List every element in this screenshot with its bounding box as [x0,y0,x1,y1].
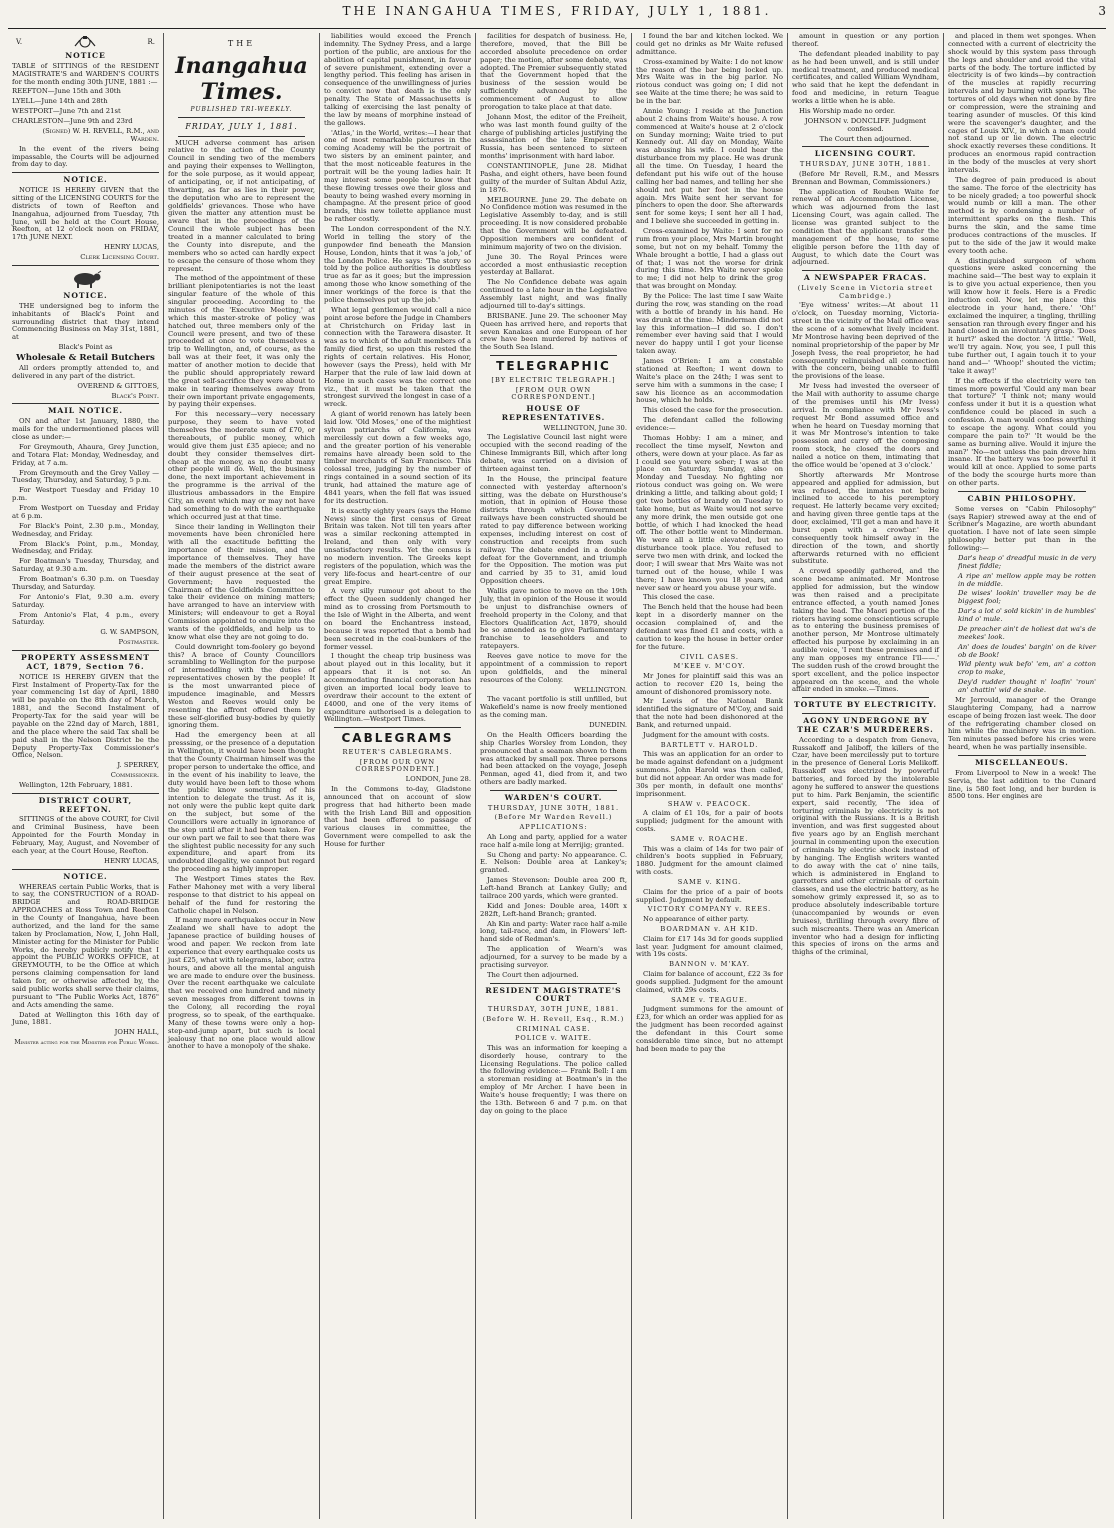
editorial-paragraph: The method of the appointment of these brilliant plenipotentiaries is not the least singular feature of the whole of this singular proceeding. According to the minutes of the 'Executive Meeting,' at which this master-stroke of policy was hatched out, three members only of the Council were present, and two of these proceeded at once to vote themselves a trip to Wellington, and, of course, as the ball was at their feet, it was only the matter of another motion to decide that the public should appropriately reward the great self-sacrifice they were about to make in tearing themselves away from their own important private engagements, by paying their expenses. [168,274,315,409]
notice-text: TABLE of SITTINGS of the RESIDENT MAGISTRATE'S and WARDEN'S COURTS for the month ending 30th JUNE, 1881 :— [12,61,159,86]
public-works-text: WHEREAS certain Public Works, that is to say, the CONSTRUCTION of a ROAD-BRIDGE and ROAD-BRIDGE APPROACHES at Ross Town and Reefton in the County of Inangahua, have been authorized, and the land for the same taken by Proclamation, Now, I, John Hall, Minister acting for the Minister for Public Works, do hereby publicly notify that I appoint the PUBLIC WORKS OFFICE, at GREYMOUTH, to be the Office at which persons claiming compensation for land taken for, or otherwise affected by, the said public works shall serve their claims, pursuant to "The Public Works Act, 1876" and Acts amending the same. [12,882,159,1009]
dateline: LONDON, June 28. [405,775,471,784]
news-paragraph: A very silly rumour got about to the effect the Queen suddenly changed her mind as to crossing from Portsmouth to the Isle of Wight in the Alberta, and went on board the Enchantress instead, because it was reported that a bomb had been secreted in the coal-bunkers of the former vessel. [324,587,471,651]
court-paragraph: His Worship made no order. [799,106,896,115]
house-paragraph: The Legislative Council last night were occupied with the second reading of the Chinese Immigrants Bill, which after long debate, was carried on a division of thirteen against ten. [480,433,627,473]
court-paragraph: Cross-examined by Waite: I do not know the reason of the bar being locked up. Mrs Waite was in the big parlor. No riotous conduct was going on; I did not see Waite at the time there; he was said to be in the bar. [636,57,783,105]
mail-item: From Westport on Tuesday and Friday at 6 p.m. [12,504,159,520]
dateline: DUNEDIN. [589,721,627,730]
cablegram-text: BRISBANE. June 29. The schooner May Queen has arrived here, and reports that seven Kanakas and one European of her crew have been murdered by natives of the South Sea Island. [480,311,627,352]
issue-date: FRIDAY, JULY 1, 1881. [185,122,298,132]
wardens-court-heading: WARDEN'S COURT. [504,793,603,803]
court-applications-label: APPLICATIONS: [519,823,588,832]
column-1 [8,33,164,1519]
article-paragraph: Shortly afterwards Mr Montrose appeared and applied for admission, but was refused, the inmates not being inclined to accede to his peremptory request. He latterly became very excited; and having given three gentle taps at the door, exclaimed, 'I'll get a man and have it burst open with a crowbar.' He consequently took himself away in the direction of the town, and shortly afterwards returned with no efficient substitute. [792,470,939,566]
fracas-heading: A NEWSPAPER FRACAS. [803,273,928,283]
court-paragraph: By the Police: The last time I saw Waite during the row, was standing on the road with a bottle of brandy in his hand. He was drunk at the time. Minderman did not lay this information—I did so. I don't remember ever having said that I would never do happy until I got your license taken away. [636,292,783,356]
article-paragraph: From Liverpool to New in a week! The Servia, the last addition to the Cunard line, is 580 feet long, and her burden is 8500 tons. Her engines are [948,768,1096,801]
court-paragraph: This was an application for an order to be made against defendant on a judgment summons. John Harold was then called, but did not appear. An order was made for 30s per month, in default one months' imprisonment. [636,750,783,798]
cablegram-text: MELBOURNE. June 29. The debate on No Confidence motion was resumed in the Legislative Assembly to-day, and is still proceeding. It is now considered probable that the Government will be defeated. Opposition members are confident of minimum majority of two on the division. [480,195,627,251]
court-paragraph: The defendant pleaded inability to pay as he had been unwell, and is still under medical treatment, and produced medical certificates, and called William Wyndham, who said that he kept the defendant in food and medicine, in return Teague works a little when he is able. [792,49,939,105]
news-paragraph: The Westport Times states the Rev. Father Mahoney met with a very liberal response to that district to his appeal on behalf of the fund for restoring the Catholic chapel in Nelson. [168,875,315,915]
mail-item: For Antonio's Flat, 9.30 a.m. every Saturday. [12,592,159,609]
article-paragraph: Some verses on "Cabin Philosophy" (says Rapier) strewed away at the end of Scribner's Magazine, are worth abundant quotation. I have not of late seen simple philosophy better put than in the following:— [948,504,1096,553]
editorial-paragraph: Could downright tom-foolery go beyond this? A brace of County Councillors scrambling to Wellington for the purpose of intermeddling with the duties of representatives chosen by the people! It is the most unwarranted piece of impudence imaginable, and Messrs Weston and Reeves would only be resenting the affront offered them by these self-glorified busy-bodies by quietly ignoring them. [168,642,315,730]
court-paragraph: This was an information for keeping a disorderly house, contrary to the Licensing Regulations. The police called the following evidence:— Frank Bell: I am a storeman residing at Boatman's in the employ of Mr Archer. I have been in Waite's house frequently; I was there on the 13th. Between 6 and 7 p.m. on that day on going to the place [480,1043,627,1115]
notice-signature: Commissioner. [110,771,159,780]
court-before: (Before Mr Revell, R.M., and Messrs Brennan and Bowman, Commissioners.) [792,169,939,186]
news-paragraph: What legal gentlemen would call a nice point arose before the Judge in Chambers at Christchurch on Friday last in connection with the Tarawera disaster. It was as to which of the adult members of a family died first, so upon this rested the rights of certain relatives. His Honor, however (says the Press), held with Mr Harper that the rule of law laid down at Home in such cases was the correct one viz., that it must be taken that the strongest survived the longest in case of a wreck. [324,305,471,409]
court-paragraph: Mr Lewis of the National Bank identified the signature of M'Coy, and said that the note had been dishonored at the Bank, and returned unpaid. [636,697,783,730]
article-paragraph: Mr Ivess had invested the overseer of the Mail with authority to assume charge of the premises until his (Mr Ivess) arrival. In compliance with Mr Ivess's request Mr Bond assumed office and when he heard on Tuesday morning that it was Mr Montrose's intention to take possession and carry off the composing room stock, he closed the doors and nailed a notice on them, intimating that the office would be 'opened at 3 o'clock.' [792,382,939,469]
notice-signature: Postmaster. [118,638,159,647]
court-before: (Before Mr Warden Revell.) [494,813,613,822]
mail-item: For Boatman's Tuesday, Thursday, and Saturday, at 9.30 a.m. [12,557,159,574]
court-before: (Before W. H. Revell, Esq., R.M.) [482,1014,625,1023]
publication-frequency: PUBLISHED TRI-WEEKLY. [190,106,293,114]
court-paragraph: The application of Reuben Waite for renewal of an Accommodation License, which was adjourned from the last Licensing Court, was again called. The license was granted subject to the condition that the applicant transfer the management of the house, to some eligible person before the 11th day of August, to which date the Court was adjourned. [792,187,939,267]
news-paragraph: The London correspondent of the N.Y. World in telling the story of the gunpowder find beneath the Mansion House, London, hints that it was 'a job,' of the London Police. He says: 'The story so told by the police authorities is doubtless true as far as it goes; but the impression among those who know something of the inner workings of the force is that the police themselves put up the job.' [324,225,471,304]
masthead-title: THE INANGAHUA TIMES, FRIDAY, JULY 1, 1881. [342,4,772,18]
column-7 [944,33,1100,1519]
notice-text: All orders promptly attended to, and delivered in any part of the district. [12,363,159,380]
notice-signature: Minister acting for the Minister for Public Works. [14,1039,159,1047]
court-paragraph: James Stevenson: Double area 200 ft, Left-hand Branch at Lankey Gully; and tailrace 200 yards, which were granted. [480,876,627,900]
mail-item: From Boatman's 6.30 p.m. on Tuesday Thursday, and Saturday. [12,575,159,591]
court-date: THURSDAY, 30TH JUNE, 1881. [487,1005,620,1014]
news-paragraph: I thought the cheap trip business was about played out in this locality, but it appears that it is not so. An accommodating financial corporation has given an imported local body leave to overdraw their account to the extent of £4000, and one of the very items of expenditure authorised is a delegation to Wellington.—Westport Times. [324,652,471,724]
cablegram-text: facilities for despatch of business. He, therefore, moved, that the Bill be accorded absolute precedence on order paper; the motion, after some debate, was adopted. The Premier subsequently stated that the Government hoped that the business of the session would be sufficiently advanced by the commencement of August to allow prorogation to take place at that date. [480,33,627,111]
house-heading: HOUSE OF REPRESENTATIVES. [501,403,606,422]
royal-crest-header [16,35,155,49]
court-paragraph: The Court then adjourned. [819,134,912,143]
house-paragraph: Wallis gave notice to move on the 19th July, that in opinion of the House it would be unjust to disfranchise owners of freehold property in the Colony, and that Electors Qualification Act, 1879, should be so amended as to give Parliamentary franchise to leaseholders and to ratepayers. [480,587,627,651]
cablegrams-heading: CABLEGRAMS [341,731,454,746]
court-paragraph: Claim for the price of a pair of boots supplied. Judgment by default. [636,887,783,904]
notice-signature: HENRY LUCAS, [104,243,159,252]
court-paragraph: This closed the case for the prosecution. [643,406,783,415]
notice-text: NOTICE IS HEREBY GIVEN that the sitting of the LICENSING COURTS for the districts of town of Reefton and Inangahua, adjourned from Tuesday, 7th June, will be held at the Court House, Reefton, at 12 o'clock noon on FRIDAY, 17th JUNE NEXT. [12,186,159,242]
column-5 [632,33,788,1519]
notice-signature: OVEREND & GITTOES, [77,381,159,390]
royal-crest-icon [72,35,98,49]
district-court-heading: DISTRICT COURT, REEFTON. [38,795,133,814]
court-paragraph: No appearance of either party. [643,915,749,924]
notice-signature: Clerk Licensing Court. [80,253,159,262]
miscellaneous-heading: MISCELLANEOUS. [975,758,1069,768]
verse-line: An' does de loudes' bargin' on de kiver ob de Book! [958,642,1096,659]
news-paragraph: A giant of world renown has lately been laid low. 'Old Moses,' one of the mightiest sylvan patriarchs of California, was mercilessly cut down a few weeks ago, and the greater portion of his venerable remains have already been sold to the timber merchants of San Francisco. This colossal tree, judging by the number of rings contained in a sound section of its trunk, had attained the mature age of 4841 years, when the fell flat was issued for its destruction. [324,410,471,505]
sitting-item: WESTPORT—June 7th and 21st [12,107,121,116]
mail-item: For Westport Tuesday and Friday 10 p.m. [12,486,159,503]
court-date: THURSDAY, JUNE 30TH, 1881. [487,803,620,812]
court-paragraph: The Court then adjourned. [487,970,579,979]
correspondent-note: [FROM OUR OWN CORRESPONDENT.] [511,385,596,402]
article-paragraph: If the effects if the electricity were ten times more powerful 'Could any man bear that torture?' 'I think not; many would confess under it but it is a question what confidence could be placed in such a confession. A man would confess anything to escape the agony. What could you compare the pain to?' 'It would be the same as burning alive. Would it injure the man?' 'No—not unless the pain drove him insane. If the battery was too powerful it would kill at once. Applied to some parts of the body the scourge hurts more than on other parts. [948,376,1096,487]
case-parties: BANNON v. M'KAY. [669,960,750,969]
court-paragraph: Mr Jones for plaintiff said this was an action to recover £20 1s, being the amount of dishonored promissory note. [636,671,783,696]
court-paragraph: Kidd and Jones: Double area, 140ft x 282ft, Left-hand Branch; granted. [480,901,627,918]
notice-signature: J. SPERREY, [117,761,159,770]
article-paragraph: and placed in them wet sponges. When connected with a current of electricity the shock would by this system pass through the legs and shoulder and avoid the vital parts of the body. The torture inflicted by electricity is of two kinds—by contraction of the muscles at rapidly recurring intervals and by burning with sparks. The tortures of old days when not done by fire or compression, were the straining and tearing asunder of muscles. Of this kind were the scavenger's daughter, and the cages of Louis XIV., in which a man could not stand up or lie down. The electric shock exactly reverses these conditions. It produces an enormous rapid contraction in the body of the muscles at very short intervals. [948,33,1096,174]
article-paragraph: The degree of pain produced is about the same. The force of the electricity has to be nicely graded; a too powerful shock would numb or kill a man. The other method is by condensing a number of intermittent sparks on the flesh. This burns the skin, and the same time produces contractions of the muscles. If put to the side of the jaw it would make every tooth ache. [948,175,1096,255]
cabin-philosophy-heading: CABIN PHILOSOPHY. [967,493,1077,503]
paper-name: Inangahua Times. [175,53,308,105]
house-paragraph: In the House, the principal feature connected with yesterday afternoon's sitting, was the debate on Hursthouse's motion, that in opinion of House those districts through which Government railways have been constructed should be rated to pay difference between working expenses, including interest on cost of construction and receipts from such railway. The debate ended in a double defeat for the Government, and triumph for the Opposition. The motion was put and carried by 35 to 31, amid loud Opposition cheers. [480,474,627,586]
article-paragraph: A distinguished surgeon of whom questions were asked concerning the machine said—'The best way to explain it is to give you actual experience, then you will know how it feels. Here is a Fredic induction coil. Now, let me place this electrode in your hand, there.' 'Oh!' exclaimed the inquirer, a tingling, thrilling sensation ran through every finger and his hand closed in an involuntary grasp. 'Does it hurt?' asked the doctor. 'A little.' 'Well, we'll try again. Now, you see, I pull this tube further out, I again touch it to your hand and—' 'Whoop!' shouted the victim; 'take it away!' [948,256,1096,375]
cablegram-text: June 30. The Royal Princes were accorded a most enthusiastic reception yesterday at Ballarat. [480,252,627,277]
court-paragraph: James O'Brien: I am a constable stationed at Reefton; I went down to Waite's place on the 24th; I was sent to serve him with a summons in the case; I saw his licence as an accommodation house, which he holds. [636,357,783,405]
news-paragraph: If many more earthquakes occur in New Zealand we shall have to adopt the Japanese practice of building houses of wood and paper. We reckon from late experience that every earthquake costs us just £25, what with telegrams, labor, extra hours, and above all the mental anguish we are made to endure over the business. Over the recent earthquake we calculate that we received one hundred and ninety seven messages from different towns in the Colony, all recording the royal progress, so to speak, of the earthquake. Many of these towns were only a hop-step-and-jump apart, but such is local jealousy that no one place would allow another to have a monopoly of the shake. [168,916,315,1051]
court-paragraph: Ah Kin and party: Water race half a-mile long, tail-race, and dam, in Flowers' left-hand side of Redman's. [480,919,627,944]
case-parties: SAME v. ROACHE. [670,834,749,843]
notice-signature: HENRY LUCAS, [104,856,159,865]
verse-line: Dar's a lot o' sold kickin' in de humbles' kind o' mule. [958,607,1096,624]
article-paragraph: A crowd speedily gathered, and the scene became animated. Mr Montrose applied for admission, but the window was then raised and a precipitate entrance effected, a youth named Jones taking the lead. The Maori portion of the rioters having some conscientious scruple as to entering the business premises of another person, Mr Montrose ultimately effected his purpose by exclaiming in an audible voice, 'I rent these premises and if any man opposes my entrance I'll——.' The sudden rush of the crowd brought the sport excellent, and the police inspector appeared on the scene, and the whole affair ended in smoke.—Times. [792,567,940,694]
column-2 [164,33,320,1519]
case-parties: SAME v. KING. [677,878,742,887]
property-act-text: NOTICE IS HEREBY GIVEN that the First Instalment of Property-Tax for the year commencing 1st day of April, 1880 will be payable on the 8th day of March, 1881, and the Second Instalment of Property-Tax for the said year will be payable on the 22nd day of March, 1881, and the place where the said Tax shall be paid shall in the Nelson District be the Deputy Property-Tax Commissioner's Office, Nelson. [12,672,159,760]
sitting-item: CHARLESTON—June 9th and 23rd [12,117,133,126]
masthead [8,4,1106,29]
agony-heading: AGONY UNDERGONE BY THE CZAR'S MURDERERS. [797,716,934,734]
crest-letter-r: R. [147,37,155,46]
court-paragraph: Su Chong and party: No appearance. C. E. Nelson: Double area at Lankey's; granted. [480,850,627,875]
dateline: WELLINGTON, June 30. [543,423,627,432]
court-paragraph: Annie Young: I reside at the Junction about 2 chains from Waite's house. A row commenced at Waite's house at 2 o'clock on Sunday morning; Waite tried to put Kennedy out. All day on Monday, Waite was abusing his wife. I could hear the disturbance from my place. He was drunk all the time. On Tuesday, I heard the defendant put his wife out of the house calling her bad names, and telling her she should not put her foot in the house again. Mrs Waite sent her servant for pinchers to open the door. She afterwards sent for some keys; I sent her all I had, and I believe she succeeded in getting in. [636,106,783,226]
court-paragraph: Claim for £17 14s 3d for goods supplied last year. Judgment for amount claimed, with 19s costs. [636,934,783,959]
case-parties: M'KEE v. M'COY. [673,662,746,671]
cablegrams-subheading: REUTER'S CABLEGRAMS. [342,748,453,757]
house-paragraph: Reeves gave notice to move for the appointment of a commission to report upon goldfields, and the mineral resources of the Colony. [480,652,627,684]
news-paragraph: It is exactly eighty years (says the Home News) since the first census of Great Britain was taken. Not till ten years after was a similar reckoning attempted in Ireland, and then only with very unsatisfactory results. Yet the census is no modern invention. The Greeks kept registers of the population, which was the very life-focus and heart-centre of our great Empire. [324,506,471,586]
case-type: CRIMINAL CASE. [516,1024,591,1033]
column-6 [788,33,944,1519]
verse-line: De preacher ain't de holiest dat wa's de meekes' look. [958,624,1096,641]
torture-heading: TORTUTE BY ELECTRICITY. [794,700,937,710]
page-number: 3 [1098,4,1106,18]
cablegram-text: Johann Most, the editor of the Freiheit, who was last month found guilty of the charge of publishing articles justifying the assassination of the late Emperor of Russia, has been sentenced to sixteen months' imprisonment with hard labor. [480,112,627,161]
business-place: Black's Point as [58,343,113,352]
fracas-subheading: (Lively Scene in Victoria street Cambridge.) [797,284,934,300]
dateline: WELLINGTON. [574,685,627,694]
news-paragraph: liabilities would exceed the French indemnity. The Sydney Press, and a large portion of the public, are anxious for the abolition of capital punishment, in favour of severe punishment, extending over a lengthy period. This feeling has arisen in consequence of the unwillingness of juries to convict now that death is the only penalty. The State of Massachusetts is talking of exercising the last penalty of the law by means of morphine instead of the gallows. [324,33,471,127]
mail-item: From Black's Point, p.m., Monday, Wednesday, and Friday. [12,539,159,556]
article-paragraph: 'Eye witness' writes:—At about 11 o'clock, on Tuesday morning, Victoria-street in the vicinity of the Mail office was the scene of a somewhat lively incident. Mr Montrose having been deprived of the nominal proprietorship of the paper by Mr Joseph Ivess, the real proprietor, he had consequently relinquished all connection with the concern, being unable to fulfil the provisions of the lease. [792,301,939,381]
mail-item: For Black's Point, 2.30 p.m., Monday, Wednesday, and Friday. [12,521,159,538]
notice-date: Dated at Wellington this 16th day of June, 1881. [12,1010,159,1027]
court-paragraph: Judgment summons for the amount of £23, for which an order was applied for as the judgment has been recorded against the defendant in this Court some considerable time since, but no attempt had been made to pay the [636,1005,783,1053]
licensing-court-heading: LICENSING COURT. [814,149,917,159]
notice-heading: NOTICE [65,51,106,60]
notice-heading: NOTICE. [63,871,108,881]
civil-cases-heading: CIVIL CASES. [679,652,739,661]
article-paragraph: Mr Jerrould, manager of the Orange Slaughtering Company, had a narrow escape of being frozen last week. The door of the refrigerating chamber closed on him while the machinery was in motion. Ten minutes passed before his cries were heard, when he was partially insensible. [948,695,1096,752]
court-paragraph: The defendant called the following evidence:— [636,416,783,432]
notice-signature: JOHN HALL, [114,1028,159,1037]
verse-line: Dar's heap o' dreadful music in de very finest fiddle; [958,553,1096,570]
column-3 [320,33,476,1519]
news-paragraph: 'Atlas,' in the World, writes:—I hear that one of most remarkable pictures in the coming Academy will be the portrait of two sisters by an eminent painter, and that the most noticeable features in the portrait will be the young ladies hair. It may interest some people to know that these flowing tresses owe their gloss and beauty to being washed every morning in champagne. At the present price of good brands, this new toilette appliance must be rather costly. [324,128,471,224]
court-paragraph: A claim of £1 10s, for a pair of boots supplied; judgment for the amount with costs. [636,809,783,834]
cablegram-text: CONSTANTINOPLE, June 28. Midhat Pasha, and eight others, have been found guilty of the murder of Sultan Abdul Aziz, in 1876. [480,162,627,194]
editorial-paragraph: Had the emergency been at all presssing, or the presence of a deputation in Wellington, it would have been thought that the County Chairman himself was the proper person to undertake the office, and in the event of his inability to leave, the duty would have been left to those whom the public know something of his intention to delegate the trust. As it is, not only were the public kept quite dark on the subject, but some of the Councillors were actually in ignorance of the step until after it had been taken. For our own part we fail to see that there was the slightest public necessity for any such expenditure, and apart from its undoubted illegality, we cannot but regard the proceeding as highly improper. [168,731,315,874]
notice-heading: NOTICE. [63,290,108,300]
case-parties: VICTORY COMPANY v. REES. [647,905,772,914]
verse-line: A ripe an' mellow apple may be rotten in de middle. [958,571,1096,588]
case-parties: POLICE v. WAITE. [514,1034,593,1043]
editorial-paragraph: Since their landing in Wellington their movements have been chronicled here with all the exactitude befitting the importance of their mission, and the importance of themselves. They have made the members of the district aware of their august presence at the seat of Government; have requested the Chairman of the Goldfields Committee to take their evidence on mining matters; have arranged to have an interview with Ministers; will endeavour to get a Royal Commission appointed to enquire into the wants of the goldfields, and help us to know what else they are not going to do. [168,522,315,641]
court-paragraph: JOHNSON v. DONCLIFF. Judgment confessed. [804,116,927,133]
verse-line: Wid plenty wuk befo' 'em, an' a cotton crop to make, [958,660,1096,677]
telegram-text: On the Health Officers boarding the ship Charles Worsley from London, they pronounced that a seaman shown to them was attacked by small pox. Three persons had been attacked on the voyage, Joseph Penman, aged 41, died from it, and two others are badly marked. [480,730,627,787]
notice-footnote: In the event of the rivers being impassable, the Courts will be adjourned from day to day. [12,144,159,169]
bullock-icon [68,269,104,289]
court-paragraph: The Bench held that the house had been kept in a disorderly manner on the occasion complained of, and the defendant was fined £1 and costs, with a caution to keep the house in better order for the future. [636,603,783,651]
court-paragraph: Judgment for the amount with costs. [643,730,770,739]
court-paragraph: Ah Long and party, applied for a water race half a-mile long at Merrijig; granted. [480,832,627,849]
sitting-item: REEFTON—June 15th and 30th [12,87,121,96]
district-court-text: SITTINGS of the above COURT, for Civil and Criminal Business, have been Appointed for the Fourth Monday in February, May, August, and November of each year, at the Court House, Reefton. [12,815,159,855]
column-4 [476,33,632,1519]
notice-heading: NOTICE. [63,175,108,185]
telegraphic-heading: TELEGRAPHIC [496,359,611,374]
business-type: Wholesale & Retail Butchers [16,353,155,364]
court-paragraph: Thomas Hobby: I am a miner, and recollect the time myself, Newton and others, were down at your place. As far as I could see you were sober; I was at the place on Saturday, Sunday, also on Monday and Tuesday. No fighting nor riotous conduct was going on. We were drinking a little, and talking about gold; I got two bottles of brandy on Tuesday to take home, but as Waite would not serve any more drink, the men outside got one bottle, of which I had knocked the head off. The other bottle went to Minderman. We were all a little elevated, but no disturbance took place. You refused to serve two men with drink, and locked the door; I will swear that Mrs Waite was not turned out of the house, while I was there; I have known you 18 years, and never saw or heard you abuse your wife. [636,433,783,592]
verse-line: Dey'd rudder thought n' loafin' 'roun' an' chattin' wid de snake. [958,678,1096,695]
editorial-paragraph: For this necessary—very necessary purpose, they seem to have voted themselves the moderate sum of £70, or thereabouts, of public money, which would give them just £35 apiece; and no doubt they consider themselves dirt-cheap at the money, as no doubt many other people will do. Well, the business done, the next important achievement in the programme is the arrival of the illustrious ambassadors in the Empire City, an event which may or may not have had something to do with the earthquake which occurred just at that time. [168,410,315,521]
mail-item: From Antonio's Flat, 4 p.m., every Saturday. [12,610,159,627]
court-date: THURSDAY, JUNE 30TH, 1881. [799,160,932,169]
correspondent-note: [FROM OUR OWN CORRESPONDENT.] [355,757,440,774]
rm-court-heading: RESIDENT MAGISTRATE'S COURT [485,985,622,1004]
court-paragraph: I found the bar and kitchen locked. We could get no drinks as Mr Waite refused admittance. [636,33,783,56]
verse-line: De wises' lookin' traveller may be de biggest fool; [958,589,1096,606]
telegraphic-subheading: [BY ELECTRIC TELEGRAPH.] [491,376,616,385]
paper-the: THE [227,39,256,48]
cablegram-text: The No Confidence debate was again continued to a late hour in the Legislative Assembly last night, and was finally adjourned till to-day's sittings. [480,278,627,310]
telegram-text: The vacant portfolio is still unfilled, but Wakefield's name is now freely mentioned as the coming man. [480,695,627,720]
mail-item: From Greymouth and the Grey Valley —Tuesday, Thursday, and Saturday, 5 p.m. [12,468,159,485]
crest-letter-v: V. [16,37,23,46]
court-paragraph: amount in question or any portion thereof. [792,33,939,48]
case-parties: SHAW v. PEACOCK. [667,799,752,808]
mail-item: For Greymouth, Ahaura, Grey Junction, and Totara Flat: Monday, Wednesday, and Friday, at 7 a.m. [12,442,159,467]
mail-intro: ON and after 1st January, 1880, the mails for the undermentioned places will close as under:— [12,417,159,442]
court-paragraph: Claim for balance of account, £22 3s for goods supplied. Judgment for the amount claimed, with 29s costs. [636,969,783,994]
property-act-heading: PROPERTY ASSESSMENT ACT, 1879, Section 76. [20,653,151,671]
sitting-item: LYELL—June 14th and 28th [12,97,108,106]
court-paragraph: The application of Wearn's was adjourned, for a survey to be made by a practising surveyor. [480,945,627,969]
case-parties: SAME v. TEAGUE. [671,995,748,1004]
court-paragraph: Cross-examined by Waite: I sent for no rum from your place, Mrs Martin brought some, but not on my behalf. Tommy the Whale brought a bottle, I had a glass out of that; I was not the worse for drink during this time. Mrs Waite never spoke to me; I did not help to drink the grog that was brought on Monday. [636,227,783,291]
mail-notice-heading: MAIL NOTICE. [47,406,124,416]
notice-text: THE undersigned beg to inform the inhabitants of Black's Point and surrounding district that they intend Commencing Business on May 31st, 1881, at [12,301,159,342]
notice-signature: (Signed) W. H. REVELL, R.M., and Warden. [42,126,159,143]
editorial-paragraph: MUCH adverse comment has arisen relative to the action of the County Council in sending two of the members and paying their expenses to Wellington, for the sole purpose, as it would appear, of anticipating, or, if not anticipating, of thwarting, as far as lies in their power, the deputation who are to represent the goldfields' grievances. Those who have given the matter any attention must be aware that in the proceedings of the Council the whole subject has been treated in a manner calculated to bring the County into disrepute, and the members who so acted can hardly expect to escape the censure of those whom they represent. [168,138,315,273]
notice-signature: Black's Point. [111,391,159,400]
case-parties: BARTLETT v. HAROLD. [660,740,759,749]
notice-signature: G. W. SAMPSON, [100,628,159,637]
notice-date: Wellington, 12th February, 1881. [19,781,133,789]
court-paragraph: This closed the case. [643,593,715,602]
case-parties: BOARDMAN v. AH KID. [660,924,759,933]
cablegram-text: In the Commons to-day, Gladstone announced that on account of slow progress that had hitherto been made with the Irish Land Bill and opposition that had been offered to passage of various clauses in committee, the Government were compelled to ask the House for further [324,784,471,849]
court-paragraph: This was a claim of 14s for two pair of children's boots supplied in February, 1880. Judgment for the amount claimed with costs. [636,844,783,877]
article-paragraph: According to a despatch from Geneva, Russakoff and Jaliboff, the killers of the Czar, have been mercilessly put to torture in the presence of General Loris Melikoff. Russakoff was electrized by powerful batteries, and forced by the intolerable agony he suffered to answer the questions put to him. Park Benjamin, the scientific expert, said recently, 'The idea of torturing criminals by electricity is not original with the Russians. It is a British invention, and was first suggested about five years ago by an English merchant journal in commenting upon the execution of criminals by electric shock instead of by hanging. The English writers wanted to do away with the cat o' nine tails, which is administered in England to garrotters and other criminals of certain classes, and use the electric battery, as he somehow grimly expressed it, so as to produce absolutely indescribable torture (unaccompanied by wounds or even bruises), thrilling through every fibre of such miscreants. There was an American inventor who had a design for inflicting this species of irons on the arms and thighs of the criminal, [792,735,939,957]
